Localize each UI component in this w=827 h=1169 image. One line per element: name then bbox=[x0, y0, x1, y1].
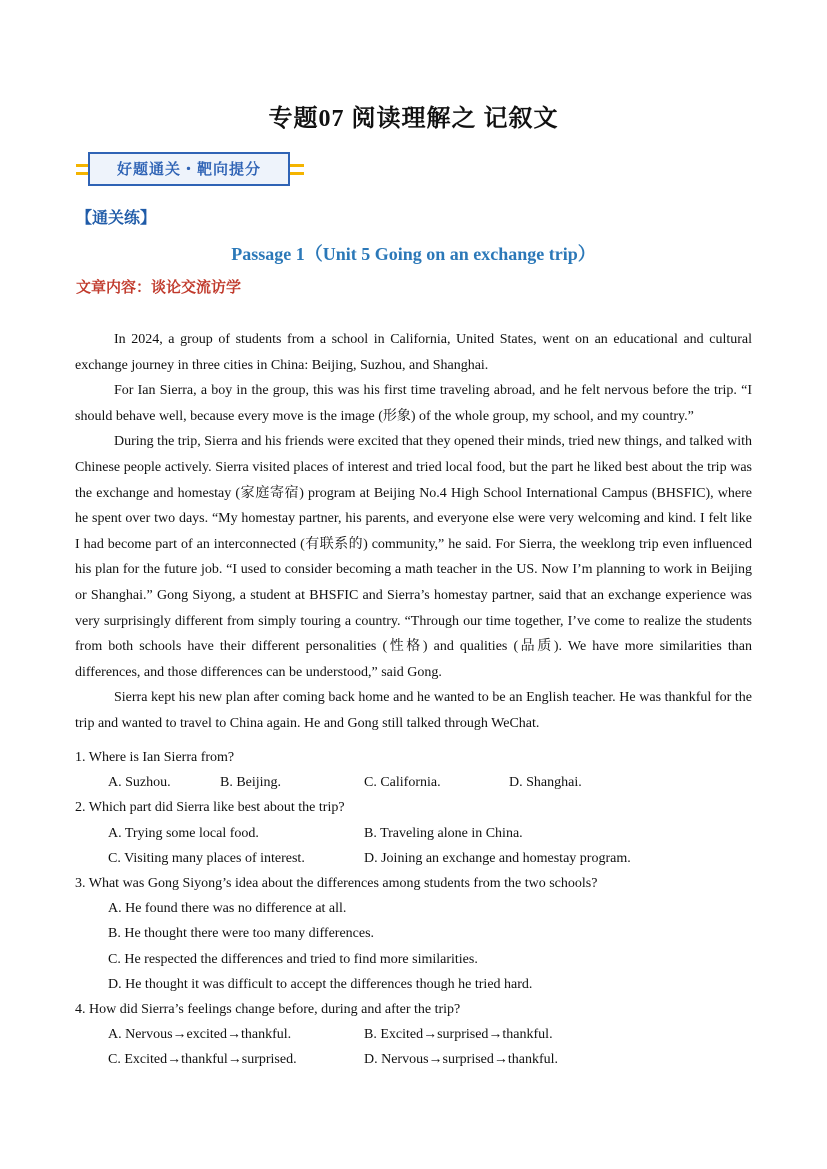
options-row bbox=[75, 770, 765, 795]
option: C. He respected the differences and tried to find more similarities. bbox=[108, 951, 478, 967]
option: B. Beijing. bbox=[220, 775, 282, 791]
option: B. He thought there were too many differences. bbox=[108, 926, 375, 942]
option: D. Joining an exchange and homestay program. bbox=[364, 850, 631, 866]
question-stem: 1. Where is Ian Sierra from? bbox=[75, 750, 235, 765]
option: D. Shanghai. bbox=[509, 775, 582, 791]
paragraph: For Ian Sierra, a boy in the group, this was his first time traveling abroad, and he felt nervous before the trip. “I should behave well, because every move is the image (形象) of the whole group, my school, and my country.” bbox=[75, 383, 752, 424]
section-label: 【通关练】 bbox=[76, 208, 157, 227]
questions bbox=[75, 745, 765, 1073]
options-row bbox=[75, 1047, 765, 1072]
option: A. Trying some local food. bbox=[108, 825, 259, 841]
banner-box bbox=[88, 152, 290, 186]
option: C. California. bbox=[364, 775, 441, 791]
option: D. Nervous→surprised→thankful. bbox=[364, 1052, 559, 1068]
paragraph: During the trip, Sierra and his friends were excited that they opened their minds, tried new things, and talked with Chinese people actively. Sierra visited places of interest and tried local food, but the part he liked best about the trip was the exchange and homestay (家庭寄宿) program at Beijing No.4 High School International Campus (BHSFIC), where he spent over two days. “My homestay partner, his parents, and everyone else were very welcoming and kind. I felt like I had become part of an interconnected (有联系的) community,” he said. For Sierra, the weeklong trip even influenced his plan for the future job. “I used to consider becoming a math teacher in the US. Now I’m planning to work in Beijing or Shanghai.” Gong Siyong, a student at BHSFIC and Sierra’s homestay partner, said that an exchange experience was very surprisingly different from simply touring a country. “Through our time together, I’ve come to realize the students from both schools have their different personalities (性格) and qualities (品质). We have more similarities than differences, and those differences can be understood,” said Gong. bbox=[75, 434, 752, 680]
option: C. Excited→thankful→surprised. bbox=[108, 1052, 297, 1068]
option: A. Nervous→excited→thankful. bbox=[108, 1027, 292, 1043]
content-label: 文章内容：谈论交流访学 bbox=[76, 278, 242, 296]
options-row bbox=[75, 846, 765, 871]
option: A. He found there was no difference at all. bbox=[108, 901, 347, 917]
options-row bbox=[75, 1022, 765, 1047]
question-stem: 4. How did Sierra’s feelings change before, during and after the trip? bbox=[75, 1001, 461, 1017]
document-title: 专题07 阅读理解之 记叙文 bbox=[268, 106, 559, 132]
option: B. Excited→surprised→thankful. bbox=[364, 1027, 553, 1043]
passage-text bbox=[75, 327, 752, 737]
banner-text: 好题通关・靶向提分 bbox=[116, 160, 261, 178]
question-stem: 2. Which part did Sierra like best about the trip? bbox=[75, 800, 345, 816]
option: D. He thought it was difficult to accept the differences though he tried hard. bbox=[108, 976, 533, 992]
option: C. Visiting many places of interest. bbox=[108, 850, 305, 866]
passage-title: Passage 1（Unit 5 Going on an exchange trip） bbox=[231, 244, 596, 264]
question-stem: 3. What was Gong Siyong’s idea about the differences among students from the two schools? bbox=[75, 875, 598, 891]
paragraph: Sierra kept his new plan after coming back home and he wanted to be an English teacher. He was thankful for the trip and wanted to travel to China again. He and Gong still talked through WeChat. bbox=[75, 690, 752, 731]
banner bbox=[76, 151, 304, 191]
options-row bbox=[75, 821, 765, 846]
option: A. Suzhou. bbox=[108, 775, 171, 791]
paragraph: In 2024, a group of students from a school in California, United States, went on an educational and cultural exchange journey in three cities in China: Beijing, Suzhou, and Shanghai. bbox=[75, 332, 752, 373]
option: B. Traveling alone in China. bbox=[364, 825, 523, 841]
